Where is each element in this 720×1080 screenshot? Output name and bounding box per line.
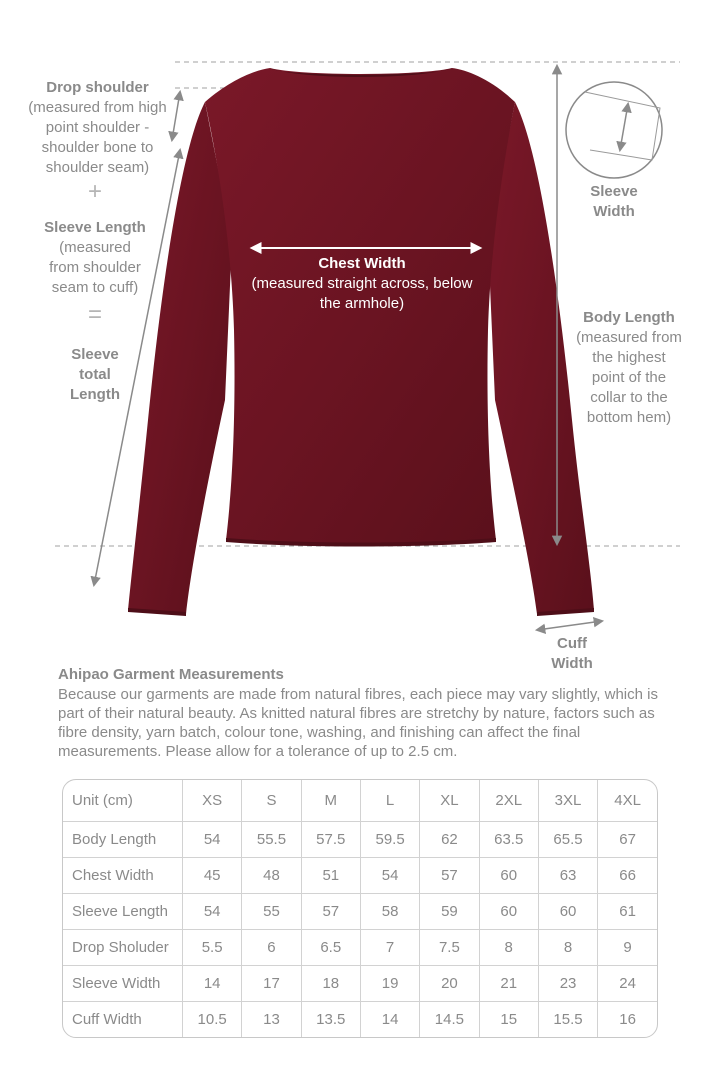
table-cell: 14.5	[420, 1002, 479, 1037]
unit-header: Unit (cm)	[63, 780, 183, 822]
row-label: Body Length	[63, 822, 183, 858]
size-header: 2XL	[479, 780, 538, 822]
table-cell: 48	[242, 858, 301, 894]
row-label: Drop Sholuder	[63, 930, 183, 966]
section-description: Because our garments are made from natural fibres, each piece may vary slightly, which is part of their natural beauty. As knitted natural fibres are stretchy by nature, factors such as fibre density, yarn batch, colour tone, washing, and finishing can affect the final measurements. Please allow for a tolerance of up to 2.5 cm.	[58, 686, 658, 760]
table-cell: 16	[598, 1002, 657, 1037]
table-cell: 61	[598, 894, 657, 930]
table-cell: 21	[479, 966, 538, 1002]
sweater-shape	[128, 68, 594, 616]
table-row	[63, 1002, 657, 1037]
table-cell: 57.5	[301, 822, 360, 858]
table-cell: 7	[360, 930, 419, 966]
table-cell: 20	[420, 966, 479, 1002]
table-cell: 7.5	[420, 930, 479, 966]
table-cell: 54	[183, 894, 242, 930]
table-cell: 59	[420, 894, 479, 930]
table-cell: 18	[301, 966, 360, 1002]
table-cell: 15.5	[538, 1002, 597, 1037]
table-cell: 54	[360, 858, 419, 894]
table-cell: 14	[360, 1002, 419, 1037]
table-cell: 63.5	[479, 822, 538, 858]
sleeve-total-length-label: Sleeve total Length	[70, 346, 120, 403]
table-cell: 13.5	[301, 1002, 360, 1037]
table-cell: 19	[360, 966, 419, 1002]
sleeve-width-label: Sleeve Width	[590, 183, 638, 220]
drop-shoulder-label: Drop shoulder (measured from high point shoulder - shoulder bone to shoulder seam)	[28, 79, 167, 176]
table-row	[63, 858, 657, 894]
table-cell: 5.5	[183, 930, 242, 966]
size-header: XL	[420, 780, 479, 822]
table-cell: 6.5	[301, 930, 360, 966]
table-cell: 55	[242, 894, 301, 930]
table-cell: 55.5	[242, 822, 301, 858]
table-cell: 59.5	[360, 822, 419, 858]
body-length-label: Body Length (measured from the highest point of the collar to the bottom hem)	[576, 309, 682, 426]
table-cell: 45	[183, 858, 242, 894]
size-header: S	[242, 780, 301, 822]
table-cell: 67	[598, 822, 657, 858]
table-cell: 51	[301, 858, 360, 894]
table-cell: 9	[598, 930, 657, 966]
table-cell: 24	[598, 966, 657, 1002]
table-cell: 17	[242, 966, 301, 1002]
table-cell: 58	[360, 894, 419, 930]
measurement-table	[62, 779, 658, 1038]
table-header-row	[63, 780, 657, 822]
table-cell: 63	[538, 858, 597, 894]
sleeve-width-detail	[566, 82, 662, 178]
row-label: Cuff Width	[63, 1002, 183, 1037]
size-header: XS	[183, 780, 242, 822]
size-header: M	[301, 780, 360, 822]
size-header: 3XL	[538, 780, 597, 822]
table-cell: 6	[242, 930, 301, 966]
size-header: 4XL	[598, 780, 657, 822]
row-label: Sleeve Length	[63, 894, 183, 930]
table-row	[63, 966, 657, 1002]
table-cell: 13	[242, 1002, 301, 1037]
table-cell: 66	[598, 858, 657, 894]
cuff-width-label: Cuff Width	[551, 635, 593, 672]
table-cell: 60	[479, 894, 538, 930]
section-title: Ahipao Garment Measurements	[58, 666, 284, 683]
table-cell: 10.5	[183, 1002, 242, 1037]
table-cell: 8	[479, 930, 538, 966]
table-cell: 23	[538, 966, 597, 1002]
sleeve-length-label: Sleeve Length (measured from shoulder seam to cuff)	[44, 219, 146, 296]
size-header: L	[360, 780, 419, 822]
table-row	[63, 930, 657, 966]
row-label: Chest Width	[63, 858, 183, 894]
table-cell: 65.5	[538, 822, 597, 858]
table-cell: 57	[420, 858, 479, 894]
chest-width-label: Chest Width (measured straight across, below the armhole)	[251, 255, 473, 312]
table-cell: 8	[538, 930, 597, 966]
equals-symbol: =	[87, 301, 102, 328]
plus-symbol: +	[87, 178, 102, 205]
table-row	[63, 822, 657, 858]
table-cell: 62	[420, 822, 479, 858]
row-label: Sleeve Width	[63, 966, 183, 1002]
table-cell: 57	[301, 894, 360, 930]
table-cell: 60	[538, 894, 597, 930]
table-cell: 14	[183, 966, 242, 1002]
table-cell: 60	[479, 858, 538, 894]
table-cell: 15	[479, 1002, 538, 1037]
table-row	[63, 894, 657, 930]
table-cell: 54	[183, 822, 242, 858]
